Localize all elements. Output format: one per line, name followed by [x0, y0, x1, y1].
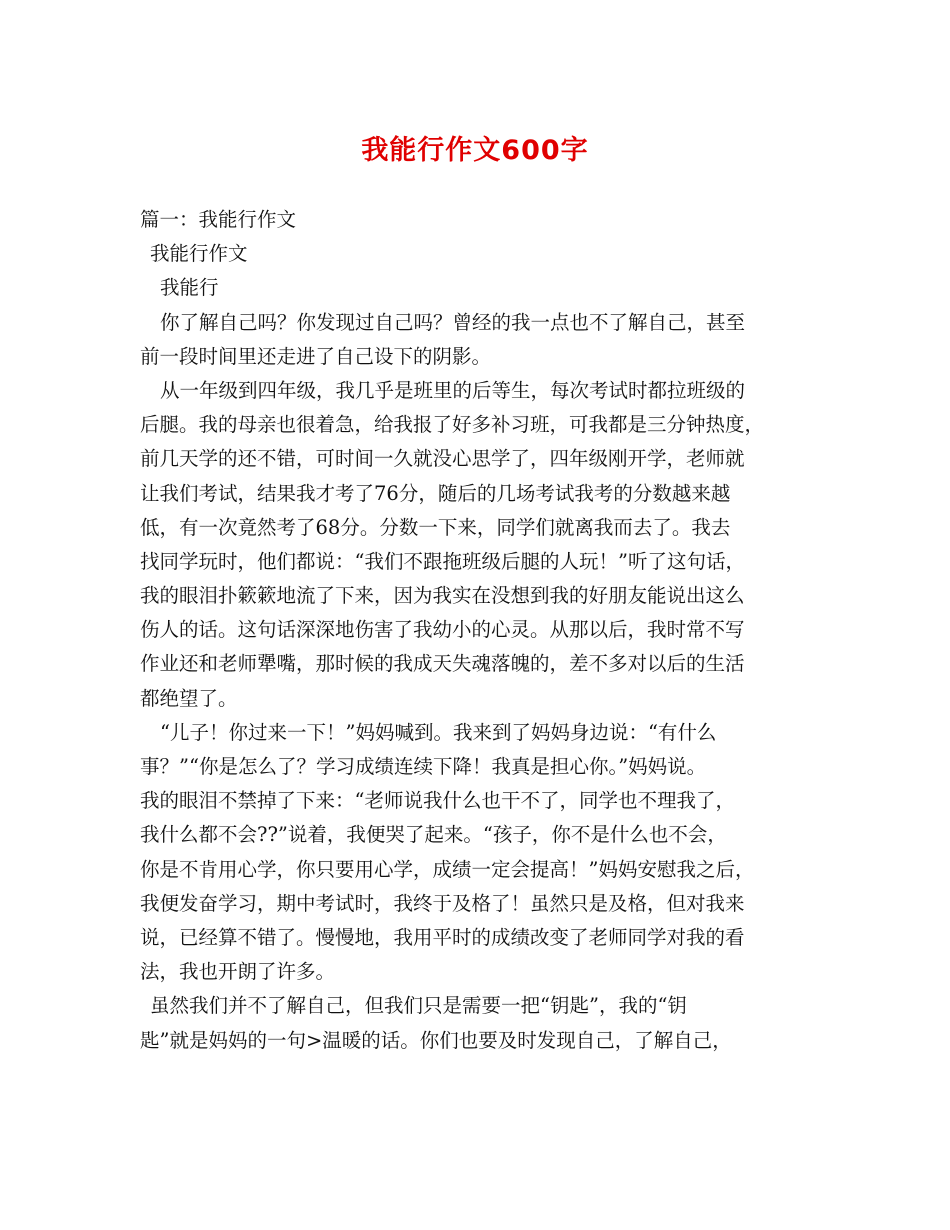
text-line: 都绝望了。: [140, 686, 238, 710]
text-line: 我能行: [160, 276, 219, 300]
text-line: 我便发奋学习，期中考试时，我终于及格了！虽然只是及格，但对我来: [140, 891, 745, 915]
essay-body: [140, 203, 820, 1058]
text-line: 伤人的话。这句话深深地伤害了我幼小的心灵。从那以后，我时常不写: [140, 618, 745, 642]
text-line: 作业还和老师犟嘴，那时候的我成天失魂落魄的，差不多对以后的生活: [140, 652, 745, 676]
text-line: 说，已经算不错了。慢慢地，我用平时的成绩改变了老师同学对我的看: [140, 925, 745, 949]
text-line: 前几天学的还不错，可时间一久就没心思学了，四年级刚开学，老师就: [140, 447, 745, 471]
text-line: 虽然我们并不了解自己，但我们只是需要一把“钥匙”，我的“钥: [150, 994, 687, 1018]
text-line: 从一年级到四年级，我几乎是班里的后等生，每次考试时都拉班级的: [160, 378, 746, 402]
text-line: 我什么都不会??”说着，我便哭了起来。“孩子，你不是什么也不会，: [140, 823, 727, 847]
text-line: “儿子！你过来一下！”妈妈喊到。我来到了妈妈身边说：“有什么: [160, 720, 717, 744]
text-line: 事？”“你是怎么了？学习成绩连续下降！我真是担心你。”妈妈说。: [140, 755, 707, 778]
text-line: 找同学玩时，他们都说：“我们不跟拖班级后腿的人玩！”听了这句话，: [140, 549, 745, 573]
text-line: 低，有一次竟然考了68分。分数一下来，同学们就离我而去了。我去: [140, 515, 731, 539]
text-line: 我的眼泪不禁掉了下来：“老师说我什么也干不了，同学也不理我了，: [140, 789, 735, 813]
text-line: 匙”就是妈妈的一句>温暖的话。你们也要及时发现自己，了解自己，: [140, 1028, 732, 1052]
text-line: 你是不肯用心学，你只要用心学，成绩一定会提高！”妈妈安慰我之后，: [140, 857, 755, 881]
text-line: 后腿。我的母亲也很着急，给我报了好多补习班，可我都是三分钟热度，: [140, 413, 765, 437]
text-line: 你了解自己吗？你发现过自己吗？曾经的我一点也不了解自己，甚至: [160, 310, 746, 334]
text-line: 篇一：我能行作文: [140, 208, 297, 231]
document-title: 我能行作文600字: [361, 135, 589, 166]
text-line: 前一段时间里还走进了自己设下的阴影。: [140, 344, 492, 368]
text-line: 我的眼泪扑簌簌地流了下来，因为我实在没想到我的好朋友能说出这么: [140, 584, 745, 608]
text-line: 让我们考试，结果我才考了76分，随后的几场考试我考的分数越来越: [140, 481, 731, 505]
text-line: 我能行作文: [150, 242, 248, 266]
text-line: 法，我也开朗了许多。: [140, 960, 336, 984]
